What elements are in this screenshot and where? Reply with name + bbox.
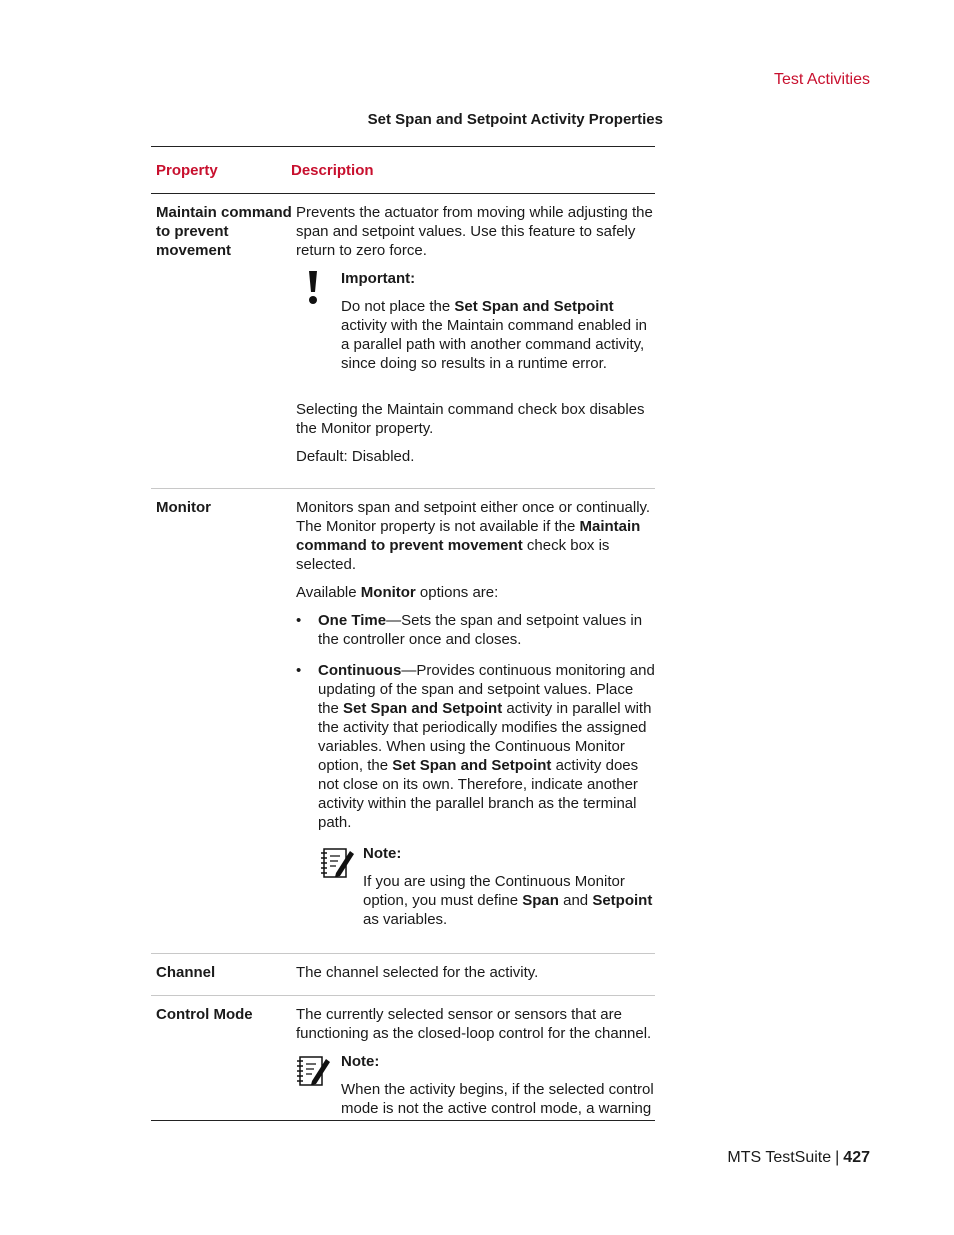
table-row xyxy=(151,489,655,954)
default-text: Default: Disabled. xyxy=(296,448,415,465)
notepad-pencil-icon xyxy=(320,846,356,885)
option-text: —Sets the span and setpoint values in the controller once and closes. xyxy=(318,612,643,648)
property-name: Control Mode xyxy=(156,1006,253,1023)
header-property: Property xyxy=(156,162,218,179)
description-text xyxy=(296,498,655,574)
note-text: When the activity begins, if the selected control mode is not the active control mode, a warning xyxy=(341,1081,654,1117)
property-description xyxy=(296,996,655,1120)
list-item xyxy=(296,661,655,832)
text-span: and xyxy=(558,892,593,909)
note-label: Note: xyxy=(363,845,402,862)
table-title-text: Set Span and Setpoint Activity Properties xyxy=(367,111,663,128)
bold-span: Maintain command to prevent movement xyxy=(296,518,641,554)
note-callout xyxy=(296,1052,655,1118)
important-text xyxy=(341,297,655,373)
footer-separator: | xyxy=(835,1149,840,1166)
property-name: Maintain command to prevent movement xyxy=(156,204,292,259)
notepad-pencil-icon xyxy=(306,1054,332,1093)
property-description xyxy=(296,489,655,953)
text-span: options are: xyxy=(415,584,499,601)
text-span: as variables. xyxy=(363,911,448,928)
important-callout xyxy=(296,269,655,373)
list-item xyxy=(296,611,655,649)
table-row xyxy=(151,954,655,996)
properties-table xyxy=(151,146,655,1121)
header-description: Description xyxy=(291,162,374,179)
property-description xyxy=(296,194,655,488)
option-text: activity does not close on its own. Therefore, indicate another activity within the parallel branch as the terminal path. xyxy=(318,757,639,831)
text-span: activity with the Maintain command enabled in a parallel path with another command activity, since doing so results in a runtime error. xyxy=(341,317,647,372)
table-row xyxy=(151,996,655,1120)
exclamation-icon xyxy=(306,271,320,310)
option-name: Continuous xyxy=(318,662,402,679)
text-span: Monitors span and setpoint either once or continually. The Monitor property is not available if the xyxy=(296,499,651,535)
option-name: One Time xyxy=(318,612,387,629)
bold-span: Set Span and Setpoint xyxy=(392,757,552,774)
important-label: Important: xyxy=(341,270,416,287)
text-span: If you are using the Continuous Monitor option, you must define xyxy=(363,873,625,909)
available-options-text xyxy=(296,583,655,602)
section-header: Test Activities xyxy=(773,71,870,88)
table-header-row xyxy=(151,147,655,194)
bold-span: Set Span and Setpoint xyxy=(454,298,614,315)
property-description: The channel selected for the activity. xyxy=(296,964,539,981)
bold-span: Span xyxy=(522,892,559,909)
property-name: Channel xyxy=(156,964,216,981)
option-text: —Provides continuous monitoring and updating of the span and setpoint values. Place the xyxy=(318,662,655,717)
product-name: MTS TestSuite xyxy=(727,1149,832,1166)
text-span: check box is selected. xyxy=(296,537,610,573)
note-text xyxy=(363,872,655,929)
description-text: The currently selected sensor or sensors that are functioning as the closed-loop control for the channel. xyxy=(296,1006,652,1042)
description-text: Prevents the actuator from moving while adjusting the span and setpoint values. Use this feature to safely return to zero force. xyxy=(296,204,653,259)
description-text: Selecting the Maintain command check box disables the Monitor property. xyxy=(296,401,645,437)
page-footer xyxy=(727,1149,870,1167)
table-title xyxy=(151,111,663,128)
bold-span: Set Span and Setpoint xyxy=(343,700,503,717)
options-list xyxy=(296,611,655,832)
bold-span: Monitor xyxy=(360,584,416,601)
note-callout xyxy=(296,844,655,929)
table-row xyxy=(151,194,655,489)
bullet: • xyxy=(296,612,302,629)
text-span: Do not place the xyxy=(341,298,455,315)
bullet: • xyxy=(296,662,302,679)
note-label: Note: xyxy=(341,1053,380,1070)
text-span: Available xyxy=(296,584,361,601)
option-text: activity in parallel with the activity that periodically modifies the assigned variables. When using the Continuous Monitor option, the xyxy=(318,700,652,774)
bold-span: Setpoint xyxy=(592,892,653,909)
property-name: Monitor xyxy=(156,499,211,516)
page-number: 427 xyxy=(843,1149,870,1166)
